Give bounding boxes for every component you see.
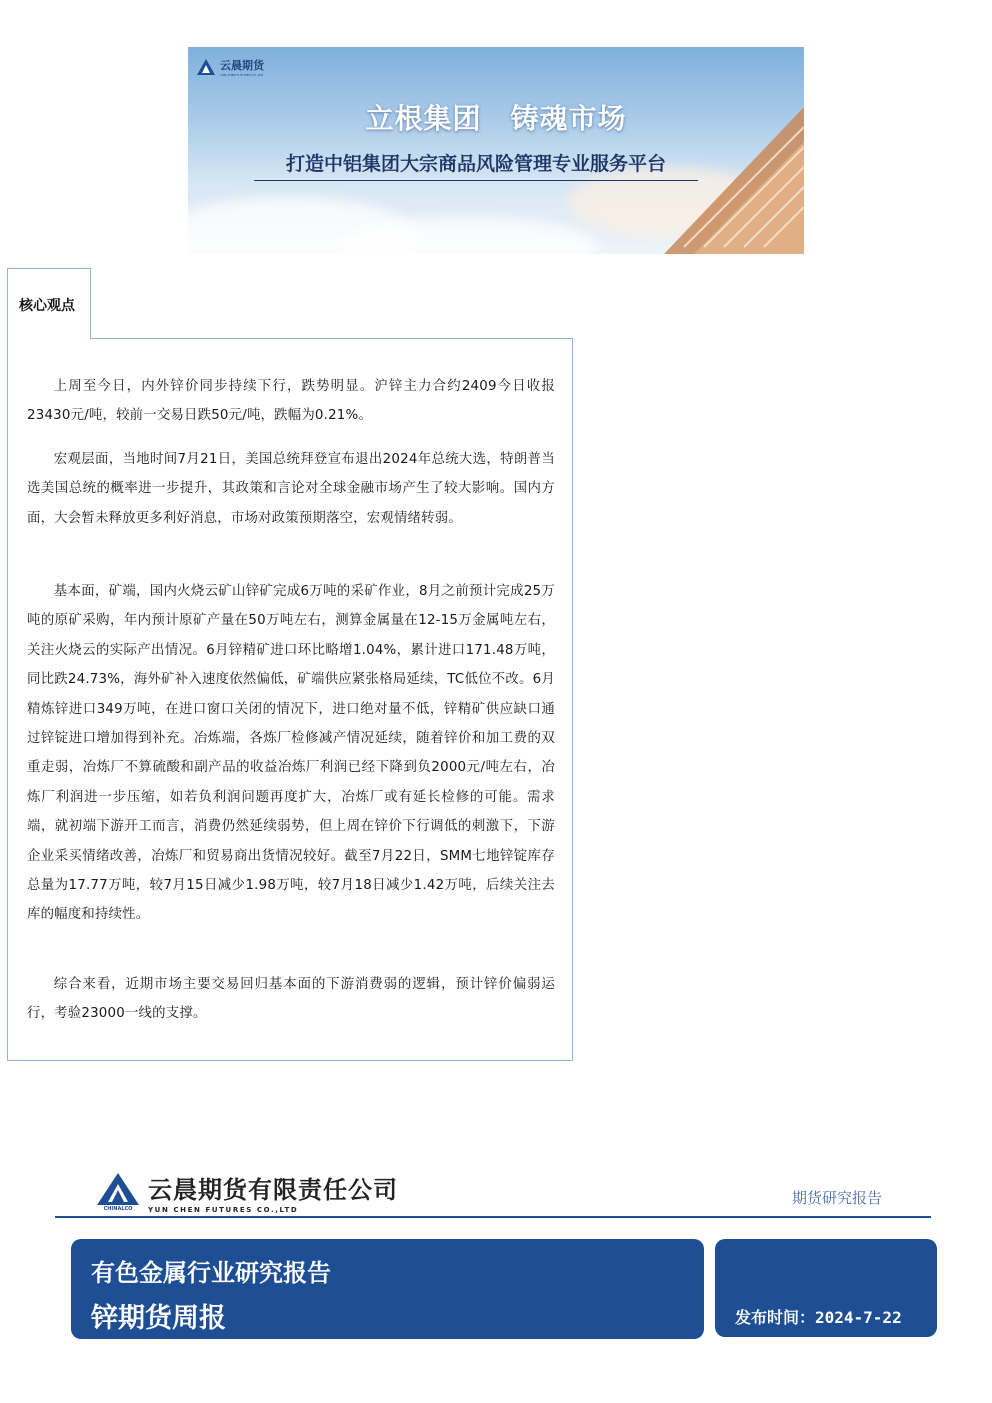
publish-date-panel — [715, 1239, 937, 1337]
publish-date: 发布时间：2024-7-22 — [735, 1308, 902, 1327]
paragraph-summary: 上周至今日，内外锌价同步持续下行，跌势明显。沪锌主力合约2409今日收报23430元/吨，较前一交易日跌50元/吨，跌幅为0.21%。 — [27, 379, 555, 424]
industry-title: 有色金属行业研究报告 — [91, 1259, 331, 1287]
divider-line — [55, 1216, 931, 1218]
report-type-label: 期货研究报告 — [792, 1189, 883, 1207]
report-title: 锌期货周报 — [91, 1303, 226, 1334]
company-header — [96, 1170, 398, 1214]
report-title-panel — [71, 1239, 704, 1339]
company-name-en: YUN CHEN FUTURES CO.,LTD — [148, 1206, 299, 1214]
company-name-cn: 云晨期货有限责任公司 — [148, 1176, 398, 1204]
header-banner — [188, 47, 804, 254]
paragraph-macro: 宏观层面，当地时间7月21日，美国总统拜登宣布退出2024年总统大选，特朗普当选美国总统的概率进一步提升，其政策和言论对全球金融市场产生了较大影响。国内方面，大会暂未释放更多利好消息，市场对政策预期落空，宏观情绪转弱。 — [27, 452, 555, 526]
paragraph-conclusion: 综合来看，近期市场主要交易回归基本面的下游消费弱的逻辑，预计锌价偏弱运行，考验23000一线的支撑。 — [27, 977, 555, 1022]
tab-connector — [8, 337, 88, 340]
core-view-tab — [7, 268, 91, 339]
banner-logo-sub: YUN CHEN FUTURES CO.,LTD — [220, 73, 264, 77]
banner-logo-text: 云晨期货 — [220, 59, 264, 72]
brandmark-text: CHINALCO — [103, 1206, 133, 1212]
banner-slogan-sub: 打造中铝集团大宗商品风险管理专业服务平台 — [254, 149, 698, 181]
company-logo-icon — [196, 58, 216, 76]
banner-logo — [196, 57, 264, 77]
core-view-tab-label: 核心观点 — [19, 298, 75, 314]
company-logo-icon — [96, 1172, 140, 1206]
paragraph-fundamentals: 基本面，矿端，国内火烧云矿山锌矿完成6万吨的采矿作业，8月之前预计完成25万吨的原矿采购，年内预计原矿产量在50万吨左右，测算金属量在12-15万金属吨左右，关注火烧云的实际产出情况。6月锌精矿进口环比略增1.04%，累计进口171.48万吨，同比跌24.73%，海外矿补入速度依然偏低，矿端供应紧张格局延续，TC低位不改。6月精炼锌进口349万吨，在进口窗口关闭的情况下，进口绝对量不低，锌精矿供应缺口通过锌锭进口增加得到补充。冶炼端，各炼厂检修减产情况延续，随着锌价和加工费的双重走弱，冶炼厂不算硫酸和副产品的收益冶炼厂利润已经下降到负2000元/吨左右，冶炼厂利润进一步压缩，如若负利润问题再度扩大，冶炼厂或有延长检修的可能。需求端，就初端下游开工而言，消费仍然延续弱势，但上周在锌价下行调低的刺激下，下游企业采买情绪改善，冶炼厂和贸易商出货情况较好。截至7月22日，SMM七地锌锭库存总量为17.77万吨，较7月15日减少1.98万吨，较7月18日减少1.42万吨，后续关注去库的幅度和持续性。 — [27, 584, 555, 923]
banner-slogan-main: 立根集团 铸魂市场 — [365, 102, 627, 135]
